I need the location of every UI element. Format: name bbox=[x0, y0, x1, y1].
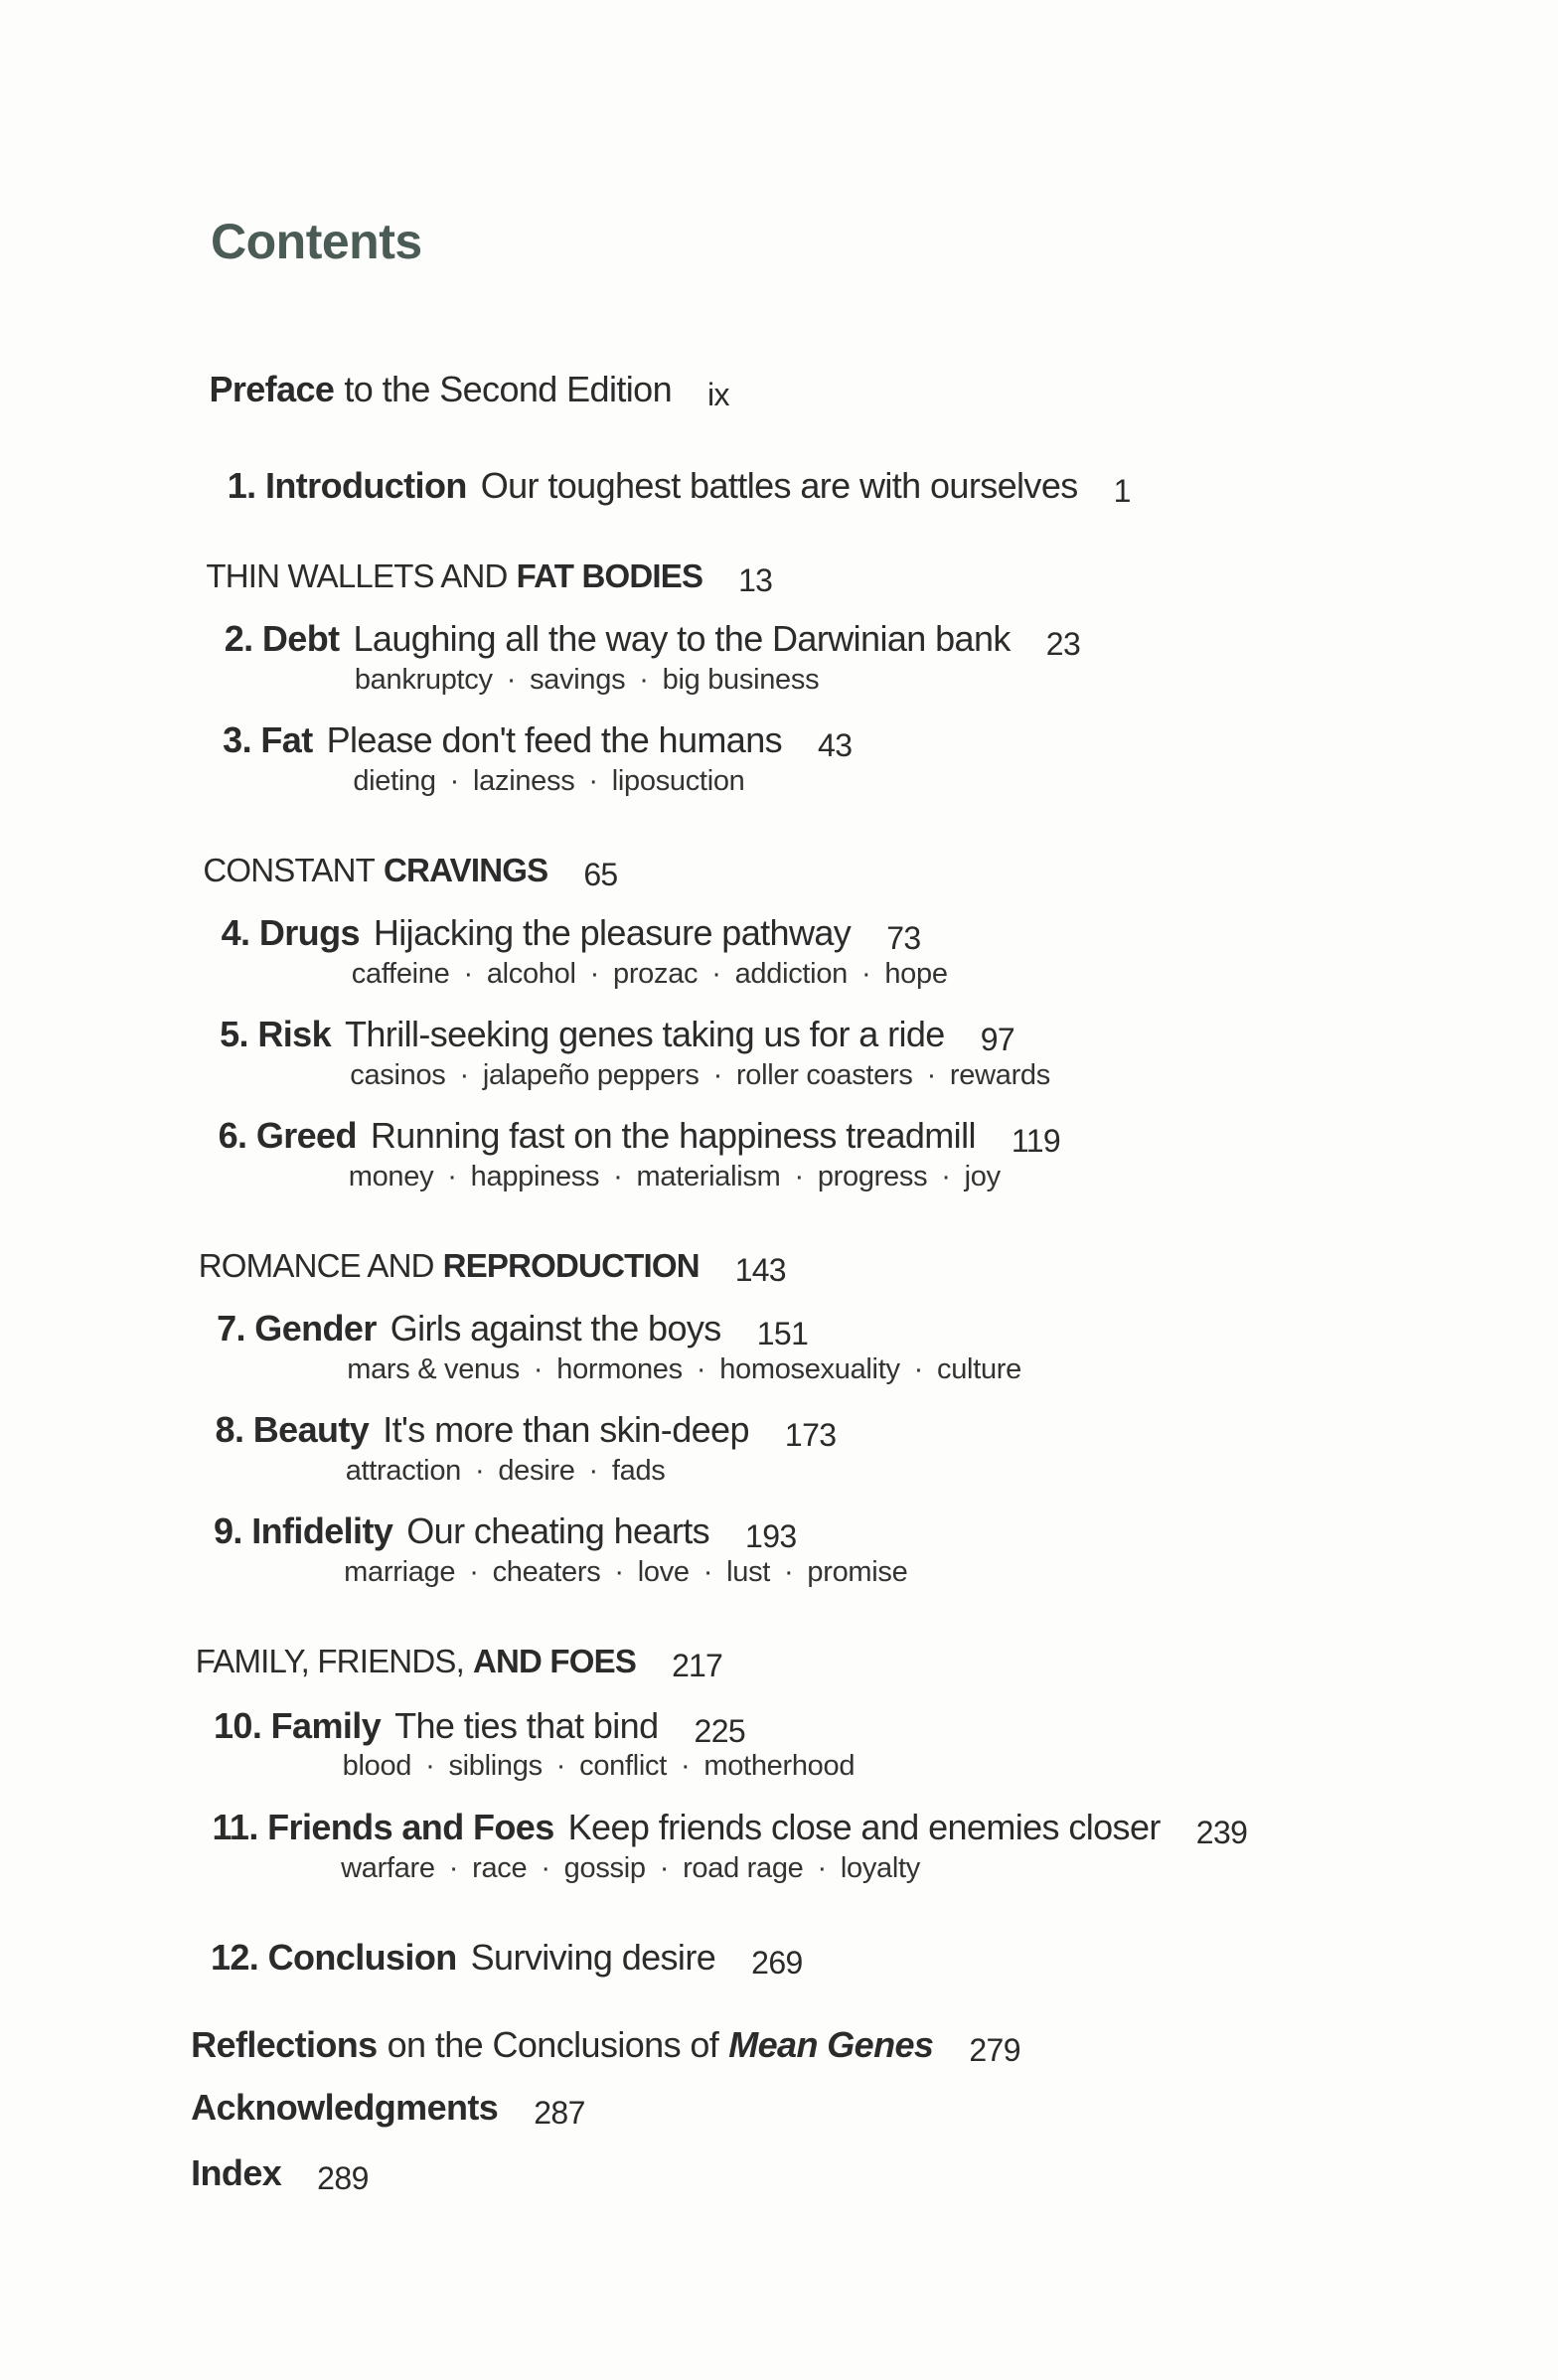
chapter-title: 10. Family bbox=[214, 1704, 382, 1746]
chapter-topics bbox=[349, 1161, 1001, 1193]
topic: alcohol bbox=[486, 957, 576, 990]
page-number: 13 bbox=[738, 562, 773, 599]
part-title-bold: AND FOES bbox=[472, 1643, 637, 1680]
chapter-subtitle: Thrill-seeking genes taking us for a ride bbox=[345, 1014, 945, 1055]
topic-separator: · bbox=[459, 1058, 469, 1091]
topic-separator: · bbox=[447, 1161, 457, 1193]
part-heading[interactable] bbox=[206, 557, 773, 599]
chapter-title: 12. Conclusion bbox=[210, 1936, 457, 1978]
chapter-topics bbox=[341, 1852, 920, 1885]
part-title-plain: THIN WALLETS AND bbox=[206, 557, 508, 595]
topic-separator: · bbox=[463, 957, 473, 990]
toc-entry-conclusion[interactable] bbox=[211, 1937, 803, 1979]
topic-separator: · bbox=[702, 1556, 713, 1589]
chapter-title: 4. Drugs bbox=[221, 912, 360, 954]
topic-separator: · bbox=[681, 1750, 691, 1783]
chapter-subtitle: Our cheating hearts bbox=[406, 1510, 710, 1552]
topic: laziness bbox=[473, 765, 575, 798]
topic-separator: · bbox=[588, 765, 598, 798]
toc-entry-chapter[interactable] bbox=[217, 1308, 809, 1352]
topic: prozac bbox=[612, 957, 699, 990]
topic-separator: · bbox=[613, 1161, 623, 1193]
topic-separator: · bbox=[659, 1851, 670, 1884]
topic: hormones bbox=[556, 1352, 683, 1385]
chapter-title: 1. Introduction bbox=[227, 465, 467, 507]
chapter-topics bbox=[352, 958, 948, 991]
chapter-title: 6. Greed bbox=[218, 1115, 357, 1157]
topic-separator: · bbox=[555, 1750, 566, 1783]
entry-bold: Acknowledgments bbox=[191, 2086, 499, 2128]
entry-bold: Reflections bbox=[191, 2024, 378, 2066]
topic: desire bbox=[498, 1455, 575, 1487]
topic: progress bbox=[817, 1161, 928, 1193]
part-title-bold: CRAVINGS bbox=[384, 852, 548, 889]
toc-entry-index[interactable] bbox=[191, 2152, 369, 2194]
chapter-title: 5. Risk bbox=[220, 1014, 331, 1055]
topic: race bbox=[472, 1851, 528, 1884]
topic: gossip bbox=[563, 1851, 646, 1884]
topic: blood bbox=[342, 1750, 412, 1783]
topic-separator: · bbox=[926, 1058, 936, 1091]
chapter-subtitle: Keep friends close and enemies closer bbox=[567, 1806, 1161, 1847]
topic: homosexuality bbox=[719, 1352, 900, 1385]
topic: materialism bbox=[636, 1161, 781, 1193]
toc-entry-reflections[interactable] bbox=[191, 2024, 1020, 2069]
chapter-subtitle: Running fast on the happiness treadmill bbox=[370, 1115, 976, 1157]
topic: motherhood bbox=[703, 1750, 856, 1783]
toc-entry-chapter[interactable] bbox=[214, 1510, 797, 1555]
topic: addiction bbox=[734, 957, 848, 990]
topic: love bbox=[637, 1556, 690, 1589]
chapter-title: 9. Infidelity bbox=[214, 1510, 393, 1552]
page-title: Contents bbox=[211, 214, 422, 269]
page-number: 97 bbox=[980, 1022, 1015, 1058]
topic: big business bbox=[662, 663, 820, 696]
page-number: 289 bbox=[317, 2159, 369, 2196]
chapter-subtitle: It's more than skin-deep bbox=[383, 1409, 749, 1451]
topic-separator: · bbox=[614, 1556, 624, 1589]
topic: savings bbox=[530, 663, 626, 696]
chapter-topics bbox=[355, 664, 819, 697]
page-number: 269 bbox=[751, 1944, 803, 1981]
topic: culture bbox=[937, 1352, 1021, 1385]
topic-separator: · bbox=[449, 765, 460, 798]
entry-text: on the Conclusions of bbox=[387, 2024, 719, 2066]
toc-entry-chapter[interactable] bbox=[221, 912, 921, 957]
topic-separator: · bbox=[712, 1058, 722, 1091]
topic-separator: · bbox=[696, 1352, 706, 1385]
part-heading[interactable] bbox=[198, 1247, 786, 1289]
page-number: 239 bbox=[1195, 1814, 1248, 1850]
chapter-subtitle: Girls against the boys bbox=[390, 1308, 721, 1349]
topic-separator: · bbox=[506, 663, 517, 696]
entry-bold: Index bbox=[191, 2151, 282, 2193]
topic: jalapeño peppers bbox=[482, 1058, 700, 1091]
topic-separator: · bbox=[589, 957, 599, 990]
topic: marriage bbox=[344, 1556, 456, 1589]
topic: fads bbox=[611, 1455, 666, 1487]
topic-separator: · bbox=[533, 1352, 544, 1385]
topic: warfare bbox=[341, 1851, 435, 1884]
chapter-title: 7. Gender bbox=[217, 1308, 377, 1349]
topic: lust bbox=[726, 1556, 771, 1589]
part-title-bold: REPRODUCTION bbox=[442, 1247, 700, 1285]
topic: promise bbox=[807, 1556, 908, 1589]
chapter-topics bbox=[353, 765, 744, 798]
page-number: 143 bbox=[734, 1252, 786, 1289]
page-number: 287 bbox=[534, 2094, 585, 2131]
page-number: 193 bbox=[745, 1518, 797, 1555]
part-title-plain: ROMANCE AND bbox=[198, 1247, 434, 1285]
topic-separator: · bbox=[474, 1455, 485, 1487]
toc-entry-chapter[interactable] bbox=[223, 719, 853, 764]
entry-bold: Preface bbox=[209, 368, 335, 409]
toc-entry-chapter[interactable] bbox=[218, 1115, 1061, 1160]
topic-separator: · bbox=[913, 1352, 924, 1385]
book-title: Mean Genes bbox=[728, 2024, 934, 2066]
topic: rewards bbox=[949, 1058, 1050, 1091]
page-number: 119 bbox=[1011, 1123, 1061, 1160]
toc-entry-preface[interactable] bbox=[209, 369, 728, 410]
page-number: 151 bbox=[756, 1316, 809, 1352]
topic-separator: · bbox=[469, 1556, 479, 1589]
topic: mars & venus bbox=[347, 1352, 520, 1385]
topic-separator: · bbox=[425, 1750, 435, 1783]
part-heading[interactable] bbox=[195, 1643, 723, 1684]
chapter-subtitle: The ties that bind bbox=[394, 1704, 659, 1746]
part-title-plain: FAMILY, FRIENDS, bbox=[195, 1643, 464, 1680]
topic: conflict bbox=[579, 1750, 668, 1783]
page-number: 73 bbox=[886, 920, 921, 957]
toc-entry-introduction[interactable] bbox=[227, 465, 1131, 510]
topic: siblings bbox=[448, 1750, 543, 1783]
topic-separator: · bbox=[541, 1851, 550, 1884]
chapter-title: 11. Friends and Foes bbox=[212, 1806, 554, 1847]
chapter-subtitle: Laughing all the way to the Darwinian bank bbox=[353, 618, 1011, 660]
topic-separator: · bbox=[860, 957, 871, 990]
chapter-topics bbox=[350, 1059, 1050, 1092]
topic-separator: · bbox=[711, 957, 721, 990]
topic: bankruptcy bbox=[354, 663, 493, 696]
chapter-topics bbox=[344, 1556, 907, 1589]
chapter-subtitle: Surviving desire bbox=[470, 1936, 716, 1978]
page-number: 43 bbox=[818, 727, 853, 764]
page-number: 65 bbox=[583, 857, 618, 893]
part-title-bold: FAT BODIES bbox=[516, 557, 703, 595]
topic-separator: · bbox=[588, 1455, 598, 1487]
page-number: 225 bbox=[694, 1712, 746, 1749]
topic: happiness bbox=[470, 1161, 600, 1193]
topic: road rage bbox=[683, 1851, 804, 1884]
chapter-title: 3. Fat bbox=[223, 719, 313, 761]
topic: cheaters bbox=[492, 1556, 601, 1589]
toc-entry-chapter[interactable] bbox=[224, 618, 1081, 663]
chapter-subtitle: Hijacking the pleasure pathway bbox=[373, 912, 852, 954]
toc-entry-acknowledgments[interactable] bbox=[191, 2087, 585, 2129]
page-number: 217 bbox=[672, 1648, 723, 1684]
part-title-plain: CONSTANT bbox=[203, 852, 375, 889]
toc-entry-chapter[interactable] bbox=[220, 1014, 1015, 1058]
toc-entry-chapter[interactable] bbox=[215, 1409, 837, 1454]
topic-separator: · bbox=[941, 1161, 951, 1193]
chapter-topics bbox=[343, 1750, 856, 1783]
topic: attraction bbox=[345, 1455, 461, 1487]
page-number: 173 bbox=[784, 1417, 837, 1454]
topic: dieting bbox=[353, 765, 436, 798]
topic-separator: · bbox=[817, 1851, 827, 1884]
topic: liposuction bbox=[611, 765, 745, 798]
topic: roller coasters bbox=[735, 1058, 913, 1091]
topic-separator: · bbox=[448, 1851, 459, 1884]
topic-separator: · bbox=[639, 663, 649, 696]
topic: money bbox=[348, 1161, 434, 1193]
entry-text: to the Second Edition bbox=[344, 368, 672, 409]
chapter-title: 2. Debt bbox=[224, 618, 340, 660]
topic: casinos bbox=[350, 1058, 446, 1091]
topic: caffeine bbox=[351, 957, 450, 990]
topic-separator: · bbox=[794, 1161, 804, 1193]
part-heading[interactable] bbox=[203, 852, 618, 893]
chapter-topics bbox=[347, 1353, 1021, 1386]
page-number: 1 bbox=[1113, 473, 1131, 510]
toc-entry-chapter[interactable] bbox=[214, 1705, 745, 1747]
chapter-title: 8. Beauty bbox=[215, 1409, 370, 1451]
page-number: ix bbox=[707, 376, 729, 412]
chapter-subtitle: Please don't feed the humans bbox=[326, 719, 783, 761]
page-number: 23 bbox=[1045, 626, 1081, 663]
topic: hope bbox=[884, 957, 948, 990]
chapter-subtitle: Our toughest battles are with ourselves bbox=[480, 465, 1078, 507]
toc-entry-chapter[interactable] bbox=[213, 1807, 1248, 1848]
topic: loyalty bbox=[840, 1851, 920, 1884]
page-number: 279 bbox=[969, 2032, 1020, 2069]
topic-separator: · bbox=[784, 1556, 794, 1589]
chapter-topics bbox=[346, 1455, 666, 1488]
topic: joy bbox=[964, 1161, 1001, 1193]
